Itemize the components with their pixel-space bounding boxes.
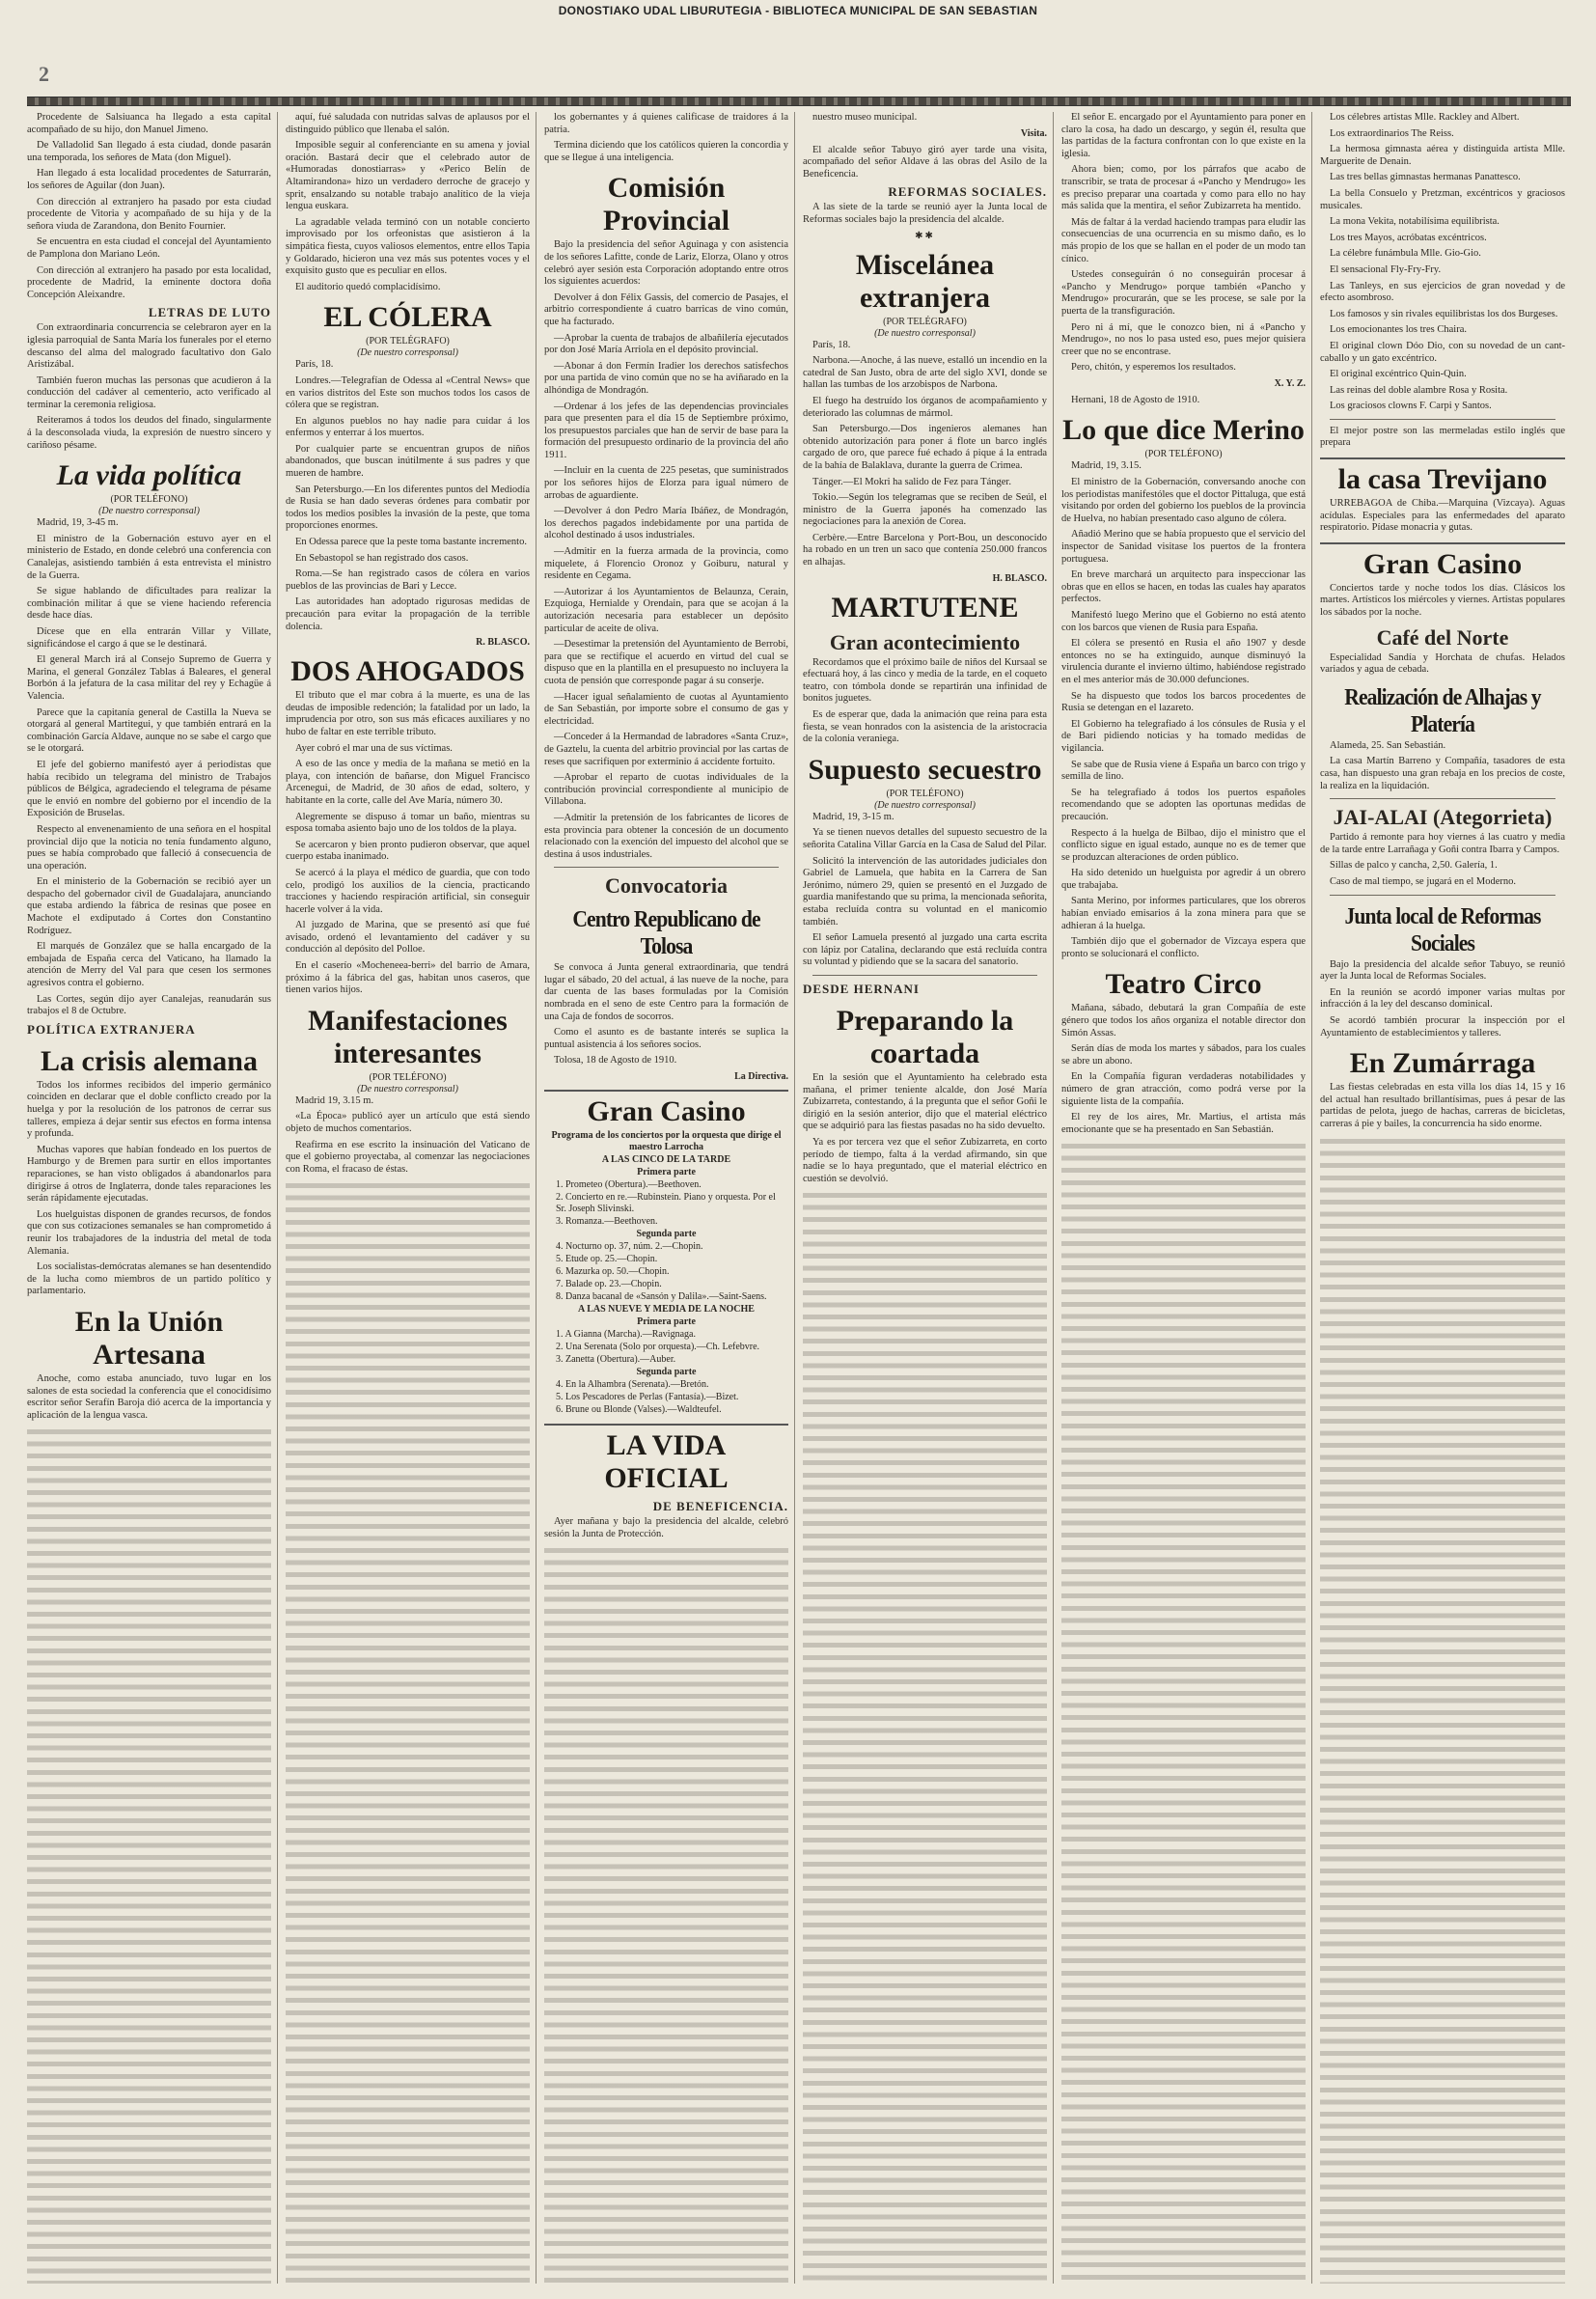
paragraph: Bajo la presidencia del señor Aguinaga y con asistencia de los señores Lafitte, conde de Lariz, Elorza, Olano y otros celebró ayer sesión esta Corporación adoptando entre otros los siguientes acuerdos: xyxy=(544,239,788,288)
paragraph: Los emocionantes los tres Chaira. xyxy=(1330,324,1468,336)
text-continuation xyxy=(27,1426,271,2284)
paragraph: El cólera se presentó en Rusia el año 1907 y desde entonces no se ha extinguido, aunque disminuyó la virulencia durante el invierno último, habiéndose registrado en el mes anterior más de 30.000 defunciones. xyxy=(1061,638,1306,685)
paragraph: —Admitir en la fuerza armada de la provincia, como miquelete, á Florencio Oronoz y Goiburu, natural y residente en Cegama. xyxy=(544,546,788,582)
column-4 xyxy=(803,112,1054,2284)
paragraph: En el ministerio de la Gobernación se recibió ayer un despacho del gobernador civil de Guadalajara, anunciando que estaba ardiendo la fábrica de resinas que posee en Machote el exdiputado á Cortes don Constantino Rodríguez. xyxy=(27,876,271,936)
paragraph: En Odessa parece que la peste toma bastante incremento. xyxy=(295,537,527,548)
program-heading: A LAS CINCO DE LA TARDE xyxy=(601,1154,731,1166)
paragraph: Las fiestas celebradas en esta villa los días 14, 15 y 16 del actual han resultado brillantísimas, pues á pesar de las partidas de pelota, juego de hachas, carreras de bicicletas, carreras á pie y bailes, la concurrencia ha sido enorme. xyxy=(1320,1082,1565,1129)
paragraph: Manifestó luego Merino que el Gobierno no está atento con los barcos que vienen de Rusia para España. xyxy=(1061,610,1306,633)
paragraph: Añadió Merino que se había propuesto que el servicio del inspector de Sanidad visitase los puertos de la frontera portuguesa. xyxy=(1061,529,1306,565)
paragraph: El original clown Dóo Dio, con su novedad de un cant-caballo y un gato excéntrico. xyxy=(1320,340,1565,364)
paragraph: —Ordenar á los jefes de las dependencias provinciales para que presenten para el día 15 de Septiembre próximo, los presupuestos parciales que han de servir de base para la formación del presupuesto ordinario de la provincia del año 1911. xyxy=(544,401,788,460)
dateline: (POR TELÉGRAFO) xyxy=(883,316,967,327)
dateline: (De nuestro corresponsal) xyxy=(357,347,458,359)
paragraph: A eso de las once y media de la mañana se metió en la playa, con intención de bañarse, don Miguel Francisco Arcenegui, de Madrid, de 30 años de edad, soltero, y habitante en la corte, calle del Ave María, número 30. xyxy=(286,759,530,806)
paragraph: Tokio.—Según los telegramas que se reciben de Seúl, el ministro de la Guerra japonés ha comenzado las negociaciones para la anexión de Corea. xyxy=(803,492,1047,528)
divider xyxy=(1330,895,1555,896)
paragraph: Ya es por tercera vez que el señor Zubizarreta, en corto período de tiempo, falta á la verdad afirmando, sin que nadie se lo haya preguntado, que el material eléctrico en cuestión se devolvió. xyxy=(803,1136,1047,1184)
paragraph: El marqués de González que se halla encargado de la embajada de España cerca del Vaticano, ha llamado la atención de Merry del Val para que cesen los sermones agresivos contra el gobierno. xyxy=(27,941,271,989)
paragraph: Bajo la presidencia del alcalde señor Tabuyo, se reunió ayer la Junta local de Reformas Sociales. xyxy=(1320,958,1565,983)
signature: R. BLASCO. xyxy=(476,637,530,649)
paragraph: Narbona.—Anoche, á las nueve, estalló un incendio en la catedral de San Justo, obra de arte del siglo XVI, donde se hallan las tumbas de los arzobispos de Narbona. xyxy=(803,355,1047,391)
paragraph: Respecto al envenenamiento de una señora en el hospital provincial dijo que la noticia no tenía fundamento alguno, pues se había comprobado que falleció á consecuencia de una operación. xyxy=(27,823,271,872)
program-item: 5. Los Pescadores de Perlas (Fantasía).—Bizet. xyxy=(556,1392,739,1403)
text-continuation xyxy=(1061,1140,1306,2284)
program-item: 5. Etude op. 25.—Chopin. xyxy=(556,1254,658,1265)
article-headline: EL CÓLERA xyxy=(323,301,492,334)
paragraph: Parece que la capitanía general de Castilla la Nueva se otorgará al general Martitegui, y que también entrará en la combinación García Aldave, aunque no se sabe el cargo que se le otorgará. xyxy=(27,706,271,755)
paragraph: —Conceder á la Hermandad de labradores «Santa Cruz», de Gaztelu, la cuenta del arbitrio provincial por las cartas de reses que sacrifiquen por exterminio á accidente fortuito. xyxy=(544,732,788,767)
paragraph: Pero, chitón, y esperemos los resultados. xyxy=(1071,362,1236,374)
column-2 xyxy=(286,112,537,2284)
section-label: POLÍTICA EXTRANJERA xyxy=(27,1021,196,1037)
paragraph: Respecto á la huelga de Bilbao, dijo el ministro que el conflicto sigue en igual estado, aunque no es de temer que se produzcan alteraciones de orden público. xyxy=(1061,827,1306,863)
paragraph: Pero ni á mí, que le conozco bien, ni á «Pancho y Mendrugo», no nos lo pasa usted eso, pues mejor quisiera creer que no se encontrase. xyxy=(1061,321,1306,357)
article-headline: Supuesto secuestro xyxy=(808,753,1042,786)
paragraph: aquí, fué saludada con nutridas salvas de aplausos por el distinguido público que llenaba el salón. xyxy=(286,112,530,135)
text-continuation xyxy=(544,1544,788,2284)
paragraph: El alcalde señor Tabuyo giró ayer tarde una visita, acompañado del señor Aldave á las obras del Asilo de la Beneficencia. xyxy=(803,144,1047,180)
paragraph: Han llegado á esta localidad procedentes de Saturrarán, los señores de Aguilar (don Juan). xyxy=(27,168,271,191)
paragraph: Se acercaron y bien pronto pudieron observar, que aquel cuerpo estaba inanimado. xyxy=(286,839,530,863)
paragraph: París, 18. xyxy=(295,359,334,371)
text-continuation xyxy=(1320,1135,1565,2285)
paragraph: Muchas vapores que habían fondeado en los puertos de Hamburgo y de Bremen para surtir en ellos importantes reparaciones, se han visto obligados á abandonarlos para dirigirse á otros de Inglaterra, donde tales reparaciones les serán rápidamente ejecutadas. xyxy=(27,1144,271,1205)
signature: La Directiva. xyxy=(734,1071,788,1083)
section-label: DE BENEFICENCIA. xyxy=(652,1499,788,1514)
separator-stars: ✱✱ xyxy=(915,230,935,241)
text-continuation xyxy=(803,1189,1047,2284)
paragraph: Mañana, sábado, debutará la gran Compañía de este género que todos los años organiza el notable director don Simón Assas. xyxy=(1061,1003,1306,1039)
paragraph: La hermosa gimnasta aérea y distinguida artista Mlle. Marguerite de Denain. xyxy=(1320,144,1565,167)
text-continuation xyxy=(286,1179,530,2284)
paragraph: —Hacer igual señalamiento de cuotas al Ayuntamiento de San Sebastián, por importe sobre el consumo de gas y electricidad. xyxy=(544,691,788,727)
paragraph: Ayer cobró el mar una de sus víctimas. xyxy=(295,742,453,754)
paragraph: Se sigue hablando de dificultades para realizar la combinación militar á que se viene haciendo referencia desde hace días. xyxy=(27,586,271,622)
section-label: DESDE HERNANI xyxy=(803,981,920,996)
paragraph: Las tres bellas gimnastas hermanas Panattesco. xyxy=(1330,172,1521,183)
paragraph: —Desestimar la pretensión del Ayuntamiento de Berrobi, para que se rectifique el acuerdo en virtud del cual se dispuso que en la plantilla en el presupuesto no incluyera la cuota de pensión que corresponde pagar á su conserje. xyxy=(544,639,788,686)
article-headline: DOS AHOGADOS xyxy=(290,655,525,688)
signature: H. BLASCO. xyxy=(992,572,1047,584)
paragraph: El ministro de la Gobernación, conversando anoche con los periodistas manifestóles que el doctor Pittaluga, que está visitando por orden del gobierno los pueblos de la provincia de Huelva, no habían presentado caso alguno de cólera. xyxy=(1061,477,1306,524)
paragraph: —Incluir en la cuenta de 225 pesetas, que suministrados por los señores hijos de Elorza para igual número de arrobas de aguardiente. xyxy=(544,465,788,501)
paragraph: Por cualquier parte se encuentran grupos de niños abandonados, que buscan inútilmente á sus padres y que mueren de hambre. xyxy=(286,443,530,480)
paragraph: Al juzgado de Marina, que se presentó así que fué avisado, ordenó el levantamiento del cadáver y su conducción al depósito del Polloe. xyxy=(286,920,530,956)
paragraph: San Petersburgo.—Dos ingenieros alemanes han obtenido autorización para poner á flote un barco inglés cargado de oro, que parece fué echado á pique á la entrada de la bahía de Balaklava, durante la guerra de Crimea. xyxy=(803,424,1047,471)
program-item: 7. Balade op. 23.—Chopin. xyxy=(556,1279,662,1290)
paragraph: También dijo que el gobernador de Vizcaya espera que pronto se solucionará el conflicto. xyxy=(1061,936,1306,959)
newspaper-page xyxy=(27,112,1571,2284)
paragraph: Los tres Mayos, acróbatas excéntricos. xyxy=(1330,232,1487,243)
advertisement-title: la casa Trevijano xyxy=(1320,457,1565,496)
paragraph: Solicitó la intervención de las autoridades judiciales don Gabriel de Lamuela, que habita en la Carrera de San Jerónimo, número 29, quien se presentó en el Juzgado de guardia manifestando que su prima, la mencionada señorita, estaba recluída contra su voluntad en el manicomio también. xyxy=(803,855,1047,928)
paragraph: Se acercó á la playa el médico de guardia, que con todo celo, prodigó los auxilios de la ciencia, practicando tracciones y haciendo respiración artificial, sin conseguir hacerle volver á la vida. xyxy=(286,867,530,915)
paragraph: El ministro de la Gobernación estuvo ayer en el ministerio de Estado, en donde celebró una conferencia con Canalejas, asistiendo también á esta entrevista el ministro de la Guerra. xyxy=(27,533,271,581)
paragraph: Anoche, como estaba anunciado, tuvo lugar en los salones de esta sociedad la conferencia que el conocidísimo escritor señor Serafín Baroja dió acerca de la importancia y aplicación de la lengua vasca. xyxy=(27,1372,271,1421)
paragraph: URREBAGOA de Chiba.—Marquina (Vizcaya). Aguas acídulas. Especiales para las enfermedades del aparato respiratorio. Pídase monacria y gutas. xyxy=(1320,498,1565,534)
paragraph: Serán días de moda los martes y sábados, para los cuales se abre un abono. xyxy=(1061,1043,1306,1066)
paragraph: —Aprobar el reparto de cuotas individuales de la contribución provincial correspondiente al municipio de Villabona. xyxy=(544,772,788,808)
masthead: DONOSTIAKO UDAL LIBURUTEGIA - BIBLIOTECA MUNICIPAL DE SAN SEBASTIAN xyxy=(558,4,1038,17)
paragraph: Devolver á don Félix Gassis, del comercio de Pasajes, el arbitrio correspondiente á cuatro barricas de vino común, que ha facturado. xyxy=(544,291,788,327)
program-item: 8. Danza bacanal de «Sansón y Dalila».—Saint-Saens. xyxy=(556,1291,767,1303)
paragraph: A las siete de la tarde se reunió ayer la Junta local de Reformas sociales bajo la presidencia del alcalde. xyxy=(803,202,1047,225)
paragraph: También fueron muchas las personas que acudieron á la conducción del cadáver al cementerio, acto verificado al terminar la ceremonia religiosa. xyxy=(27,374,271,410)
paragraph: Caso de mal tiempo, se jugará en el Moderno. xyxy=(1330,875,1517,887)
advertisement-title: LA VIDA OFICIAL xyxy=(544,1424,788,1495)
paragraph: Las Cortes, según dijo ayer Canalejas, reanudarán sus trabajos el 8 de Octubre. xyxy=(27,993,271,1017)
paragraph: Ustedes conseguirán ó no conseguirán procesar á «Pancho y Mendrugo» porque también «Pancho y Mendrugo» procurarán, que se les procese, se sale por la puerta de la transfiguración. xyxy=(1061,269,1306,317)
program-heading: Segunda parte xyxy=(636,1229,697,1240)
paragraph: —Autorizar á los Ayuntamientos de Belaunza, Cerain, Ezquioga, Hernialde y Orendain, para que se acojan á la autorización necesaria para establecer un depósito particular de aceite de oliva. xyxy=(544,586,788,634)
paragraph: Como el asunto es de bastante interés se suplica la puntual asistencia á los señores socios. xyxy=(544,1027,788,1050)
paragraph: El fuego ha destruído los órganos de acompañamiento y deteriorado las columnas de mármol. xyxy=(803,395,1047,419)
header-rule xyxy=(27,97,1571,106)
paragraph: Partido á remonte para hoy viernes á las cuatro y media de la tarde entre Larrañaga y Goñi contra Ibarra y Campos. xyxy=(1320,832,1565,855)
paragraph: Reiteramos á todos los deudos del finado, singularmente á la desconsolada viuda, la expresión de nuestro sincero y cariñoso pésame. xyxy=(27,415,271,451)
paragraph: Todos los informes recibidos del imperio germánico coinciden en declarar que el doble conflicto creado por la huelga y por la resolución de los patronos de cerrar sus talleres, empieza á dejar sentir sus efectos en forma intensa y profunda. xyxy=(27,1079,271,1140)
paragraph: La célebre funámbula Mlle. Gio-Gio. xyxy=(1330,248,1481,260)
paragraph: El jefe del gobierno manifestó ayer á periodistas que había recibido un telegrama del ministro de Trabajos públicos de Bélgica, agradeciendo el telegrama de pésame que le envió en nombre del gobierno por el incendio de la Exposición de Bruselas. xyxy=(27,759,271,819)
article-headline: Realización de Alhajas y Platería xyxy=(1344,684,1541,737)
paragraph: Hernani, 18 de Agosto de 1910. xyxy=(1071,394,1200,405)
paragraph: Madrid, 19, 3-15 m. xyxy=(812,811,894,822)
paragraph: El general March irá al Consejo Supremo de Guerra y Marina, el general González Tablas á Baleares, el general Borbón á la jefatura de la casa militar del rey y Echagüe á Valencia. xyxy=(27,654,271,702)
paragraph: Los famosos y sin rivales equilibristas los dos Burgeses. xyxy=(1330,308,1558,319)
program-item: 2. Concierto en re.—Rubinstein. Piano y orquesta. Por el Sr. Joseph Slivinski. xyxy=(556,1192,776,1215)
advertisement-title: Gran Casino xyxy=(1320,542,1565,581)
paragraph: El mejor postre son las mermeladas estilo inglés que prepara xyxy=(1320,425,1565,449)
program-item: 2. Una Serenata (Solo por orquesta).—Ch. Lefebvre. xyxy=(556,1342,760,1353)
paragraph: Se ha telegrafiado á todos los puertos españoles recomendando que se adopten las oportunas medidas de precaución. xyxy=(1061,787,1306,822)
article-headline: Teatro Circo xyxy=(1105,968,1262,1001)
paragraph: París, 18. xyxy=(812,339,851,350)
section-subheading: Gran acontecimiento xyxy=(829,629,1021,654)
paragraph: Los extraordinarios The Reiss. xyxy=(1330,127,1454,139)
paragraph: Reafirma en ese escrito la insinuación del Vaticano de que el gobierno proyectaba, al comenzar las negociaciones con Roma, el fracaso de éstas. xyxy=(286,1139,530,1175)
paragraph: El sensacional Fly-Fry-Fry. xyxy=(1330,263,1442,275)
paragraph: —Aprobar la cuenta de trabajos de albañilería ejecutados por don José María Arriola en el depósito provincial. xyxy=(544,332,788,356)
paragraph: En la sesión que el Ayuntamiento ha celebrado esta mañana, el primer teniente alcalde, don José María Zubizarreta, contestando, á la pregunta que el señor Goñi le dirigió en la sesión anterior, dijo que el material eléctrico que se adquirió para las fiestas pasadas no ha sido devuelto. xyxy=(803,1071,1047,1132)
dateline: (POR TELÉFONO) xyxy=(1144,449,1223,460)
paragraph: —Abonar á don Fermín Iradier los derechos satisfechos por una partida de vino común que no se ha aviñarado en la alhóndiga de Mondragón. xyxy=(544,360,788,396)
dateline: (POR TELÉFONO) xyxy=(886,788,964,799)
paragraph: El señor E. encargado por el Ayuntamiento para poner en claro la cosa, ha dado un descargo, y según él, resulta que las partidas de la factura confrontan con lo que existe en la iglesia. xyxy=(1061,112,1306,159)
paragraph: Los socialistas-demócratas alemanes se han desentendido de la lucha como miembros de un partido político y parlamentario. xyxy=(27,1261,271,1297)
article-headline: La vida política xyxy=(56,459,242,492)
section-subheading: Convocatoria xyxy=(604,873,729,899)
paragraph: Las reinas del doble alambre Rosa y Rosita. xyxy=(1330,384,1508,396)
signature: Visita. xyxy=(1020,127,1047,139)
paragraph: En Sebastopol se han registrado dos casos. xyxy=(295,552,469,564)
divider xyxy=(812,975,1037,976)
paragraph: De Valladolid San llegado á esta ciudad, donde pasarán una temporada, los señores de Mata (don Miguel). xyxy=(27,140,271,163)
program-item: 6. Mazurka op. 50.—Chopin. xyxy=(556,1266,670,1278)
paragraph: Alameda, 25. San Sebastián. xyxy=(1330,739,1446,751)
paragraph: Ha sido detenido un huelguista por agredir á un obrero que trabajaba. xyxy=(1061,868,1306,891)
program-item: 4. En la Alhambra (Serenata).—Bretón. xyxy=(556,1379,709,1391)
paragraph: Madrid, 19, 3-45 m. xyxy=(37,517,119,529)
program-heading: Primera parte xyxy=(637,1167,696,1178)
paragraph: Termina diciendo que los católicos quieren la concordia y que se llegue á una inteligencia. xyxy=(544,140,788,163)
paragraph: La casa Martín Barreno y Compañía, tasadores de esta casa, han dispuesto una gran rebaja en los precios de coste, la realiza en la liquidación. xyxy=(1320,756,1565,791)
paragraph: El señor Lamuela presentó al juzgado una carta escrita con lápiz por Catalina, declarando que está recluída contra su voluntad y pidiendo que se la sacara del sanatorio. xyxy=(803,932,1047,968)
article-headline: En Zumárraga xyxy=(1349,1047,1536,1080)
paragraph: Con dirección al extranjero ha pasado por esta ciudad procedente de Vitoria y acompañado de su hija y de la señora viuda de Zarandona, don Benito Fournier. xyxy=(27,196,271,232)
article-headline: MARTUTENE xyxy=(831,591,1019,623)
paragraph: —Admitir la pretensión de los fabricantes de licores de esta provincia para obtener la concesión de un documento relacionado con la exención del impuesto del alcohol que se destina á usos industriales. xyxy=(544,812,788,860)
paragraph: Imposible seguir al conferenciante en su amena y jovial oración. Bastará decir que el celebrado autor de «Humoradas donostiarras» y «Perico Belín de Altamirandona» hizo un verdadero derroche de gracejo y sprit, ensalzando su notable trabajo analítico de la vieja lengua euskara. xyxy=(286,140,530,212)
paragraph: Los huelguistas disponen de grandes recursos, de fondos que con sus cotizaciones semanales se han comprometido á reunir los trabajadores de la industria del metal de toda Alemania. xyxy=(27,1208,271,1257)
dateline: (POR TELÉFONO) xyxy=(369,1071,447,1083)
paragraph: «La Época» publicó ayer un artículo que está siendo objeto de muchos comentarios. xyxy=(286,1111,530,1135)
paragraph: En la Compañía figuran verdaderas notabilidades y número de gran atracción, como podrá verse por la siguiente lista de la compañía. xyxy=(1061,1071,1306,1107)
program-item: 6. Brune ou Blonde (Valses).—Waldteufel. xyxy=(556,1404,722,1416)
paragraph: Santa Merino, por informes particulares, que los obreros habían enviado emisarios á la zona minera para que se adhieran á la huelga. xyxy=(1061,896,1306,931)
paragraph: Las Tanleys, en sus ejercicios de gran novedad y de efecto asombroso. xyxy=(1320,280,1565,304)
paragraph: Más de faltar á la verdad haciendo trampas para eludir las consecuencias de una ocurrencia en su mismo daño, es lo más propio de los que se hallan en el poder de un modo tan cínico. xyxy=(1061,216,1306,264)
paragraph: Con dirección al extranjero ha pasado por esta localidad, procedente de Madrid, la eminente doctora doña Concepción Aleixandre. xyxy=(27,264,271,300)
paragraph: Las autoridades han adoptado rigurosas medidas de precaución para evitar la propagación de la terrible dolencia. xyxy=(286,596,530,632)
paragraph: En algunos pueblos no hay nadie para cuidar á los enfermos y enterrar á los muertos. xyxy=(286,415,530,439)
column-6 xyxy=(1320,112,1571,2284)
program-item: 3. Zanetta (Obertura).—Auber. xyxy=(556,1354,676,1366)
article-headline: Lo que dice Merino xyxy=(1062,414,1305,447)
column-1 xyxy=(27,112,278,2284)
paragraph: La mona Vekita, notabilísima equilibrista. xyxy=(1330,216,1500,228)
article-headline: Manifestaciones interesantes xyxy=(308,1004,508,1069)
dateline: (POR TELÉFONO) xyxy=(110,494,188,506)
paragraph: La bella Consuelo y Pretzman, excéntricos y graciosos musicales. xyxy=(1320,187,1565,211)
program-item: 4. Nocturno op. 37, núm. 2.—Chopin. xyxy=(556,1241,703,1253)
paragraph: Sillas de palco y cancha, 2,50. Galería, 1. xyxy=(1330,860,1498,872)
advertisement-title: Gran Casino xyxy=(544,1090,788,1128)
paragraph: Alegremente se dispuso á tomar un baño, mientras su esposa tomaba asiento bajo uno de los toldos de la playa. xyxy=(286,811,530,835)
program-heading: A LAS NUEVE Y MEDIA DE LA NOCHE xyxy=(578,1304,755,1316)
paragraph: Conciertos tarde y noche todos los días. Clásicos los martes. Artísticos los miércoles y viernes. Artistas populares los sábados por la noche. xyxy=(1320,582,1565,619)
dateline: (De nuestro corresponsal) xyxy=(874,799,976,811)
paragraph: Se acordó también procurar la inspección por el Ayuntamiento de establecimientos y talleres. xyxy=(1320,1014,1565,1039)
section-subheading: JAI-ALAI (Ategorrieta) xyxy=(1333,805,1553,830)
signature: X. Y. Z. xyxy=(1274,377,1306,389)
article-headline: Junta local de Reformas Sociales xyxy=(1344,903,1541,956)
dateline: (De nuestro corresponsal) xyxy=(357,1083,458,1094)
program-item: 1. A Gianna (Marcha).—Ravignaga. xyxy=(556,1329,696,1341)
paragraph: Roma.—Se han registrado casos de cólera en varios pueblos de las provincias de Bari y Lecce. xyxy=(286,568,530,592)
paragraph: Los graciosos clowns F. Carpi y Santos. xyxy=(1330,401,1492,412)
paragraph: Cerbère.—Entre Barcelona y Port-Bou, un desconocido ha robado en un tren un saco que contenía 250.000 francos en alhajas. xyxy=(803,532,1047,568)
paragraph: El tributo que el mar cobra á la muerte, es una de las deudas de imposible redención; la fatalidad por un lado, la imprudencia por otro, son sus más eficaces auxiliares y no hubo de faltar en este terrible tributo. xyxy=(286,690,530,737)
article-headline: Preparando la coartada xyxy=(836,1004,1014,1069)
program-item: 1. Prometeo (Obertura).—Beethoven. xyxy=(556,1179,702,1191)
paragraph: Se sabe que de Rusia viene á España un barco con trigo y semilla de lino. xyxy=(1061,759,1306,783)
article-headline: Centro Republicano de Tolosa xyxy=(572,907,760,960)
paragraph: Ayer mañana y bajo la presidencia del alcalde, celebró sesión la Junta de Protección. xyxy=(544,1516,788,1539)
divider xyxy=(1330,798,1555,799)
paragraph: El auditorio quedó complacidísimo. xyxy=(295,281,441,292)
paragraph: Se convoca á Junta general extraordinaria, que tendrá lugar el sábado, 20 del actual, á las nueve de la noche, para dar cuenta de las bases formuladas por la Comisión nombrada en el seno de este Centro para la formación de una Caja de fondos de socorros. xyxy=(544,962,788,1022)
column-3 xyxy=(544,112,795,2284)
paragraph: En breve marchará un arquitecto para inspeccionar las obras que en ellos se hacen, en todas las cuales hay aparatos perfectos. xyxy=(1061,569,1306,605)
paragraph: Dícese que en ella entrarán Villar y Villate, significándose el cargo á que se le destinará. xyxy=(27,626,271,650)
paragraph: El original excéntrico Quin-Quin. xyxy=(1330,369,1467,380)
program-heading: Primera parte xyxy=(637,1316,696,1328)
article-headline: Miscelánea extranjera xyxy=(855,248,995,314)
paragraph: En el caserío «Mocheneea-berri» del barrio de Amara, próximo á la fábrica del gas, habitan unos caseros, que tienen varios hijos. xyxy=(286,960,530,996)
paragraph: Recordamos que el próximo baile de niños del Kursaal se efectuará hoy, á las cinco y media de la tarde, en el coqueto teatro, con tómbola donde se repartirán una infinidad de bonitos juguetes. xyxy=(803,656,1047,705)
section-label: REFORMAS SOCIALES. xyxy=(888,184,1047,200)
paragraph: El Gobierno ha telegrafiado á los cónsules de Rusia y el de Bari pidiendo noticias y ha tomado medidas de vigilancia. xyxy=(1061,718,1306,754)
paragraph: Londres.—Telegrafían de Odessa al «Central News» que en varios distritos del Este son muchos todos los casos de cólera que se registran. xyxy=(286,374,530,411)
dateline: (POR TELÉGRAFO) xyxy=(366,336,450,347)
paragraph: Se encuentra en esta ciudad el concejal del Ayuntamiento de Pamplona don Mariano León. xyxy=(27,236,271,260)
paragraph: San Petersburgo.—En los diferentes puntos del Mediodía de Rusia se han dado severas órdenes para combatir por todos los medios posibles la invasión de la peste, que toma proporciones enormes. xyxy=(286,484,530,532)
paragraph: El rey de los aires, Mr. Martius, el artista más emocionante que se ha presentado en San Sebastián. xyxy=(1061,1112,1306,1135)
dateline: (De nuestro corresponsal) xyxy=(98,506,200,517)
paragraph: nuestro museo municipal. xyxy=(812,112,918,123)
paragraph: Madrid 19, 3.15 m. xyxy=(295,1094,374,1106)
paragraph: —Devolver á don Pedro María Ibáñez, de Mondragón, los derechos pagados indebidamente por una partida de alcohol destinado á usos industriales. xyxy=(544,506,788,541)
paragraph: Especialidad Sandía y Horchata de chufas. Helados variados y agua de cebada. xyxy=(1320,651,1565,676)
program-heading: Segunda parte xyxy=(636,1367,697,1378)
column-5 xyxy=(1061,112,1312,2284)
paragraph: Con extraordinaria concurrencia se celebraron ayer en la iglesia parroquial de Santa María los funerales por el eterno descanso del alma del malogrado facultativo don Galo Aristizábal. xyxy=(27,322,271,371)
paragraph: La agradable velada terminó con un notable concierto improvisado por los orfeonistas que asistieron á la simpática fiesta, cuyos valiosos elementos, entre ellos Tapia y Goldarado, hicieron una vez más sus potentes voces y el exquisito gusto que es peculiar en ellos. xyxy=(286,216,530,277)
paragraph: Tolosa, 18 de Agosto de 1910. xyxy=(554,1055,677,1066)
program-heading: Programa de los conciertos por la orquesta que dirige el maestro Larrocha xyxy=(551,1130,782,1153)
dateline: (De nuestro corresponsal) xyxy=(874,327,976,339)
paragraph: Se ha dispuesto que todos los barcos procedentes de Rusia se detengan en el lazareto. xyxy=(1061,690,1306,714)
divider xyxy=(1330,419,1555,420)
section-label: LETRAS DE LUTO xyxy=(148,305,271,320)
article-headline: Comisión Provincial xyxy=(602,172,730,237)
section-subheading: Café del Norte xyxy=(1376,624,1509,650)
page-number: 2 xyxy=(39,62,49,86)
paragraph: Los célebres artistas Mlle. Rackley and Albert. xyxy=(1330,112,1520,123)
paragraph: Ya se tienen nuevos detalles del supuesto secuestro de la señorita Catalina Villar García en la Casa de Salud del Pilar. xyxy=(803,827,1047,850)
paragraph: Ahora bien; como, por los párrafos que acabo de transcribir, se trata de procesar á «Pancho y Mendrugo» les es preciso preparar una coartada y como para ello no hay más salida que la mentira, el señor Zubizarreta ha mentido. xyxy=(1061,164,1306,212)
article-headline: En la Unión Artesana xyxy=(74,1305,224,1371)
paragraph: Procedente de Salsiuanca ha llegado a esta capital acompañado de su hijo, don Manuel Jimeno. xyxy=(27,112,271,135)
program-item: 3. Romanza.—Beethoven. xyxy=(556,1216,658,1228)
divider xyxy=(554,867,779,868)
paragraph: Madrid, 19, 3.15. xyxy=(1071,460,1142,472)
paragraph: Es de esperar que, dada la animación que reina para esta fiesta, se vean honrados con la asistencia de la aristocracia de la colonia veraniega. xyxy=(803,709,1047,745)
paragraph: Tánger.—El Mokri ha salido de Fez para Tánger. xyxy=(812,476,1011,487)
article-headline: La crisis alemana xyxy=(41,1044,258,1077)
paragraph: los gobernantes y á quienes calificase de traidores á la patria. xyxy=(544,112,788,135)
paragraph: En la reunión se acordó imponer varias multas por infracción á la ley del descanso dominical. xyxy=(1320,986,1565,1011)
